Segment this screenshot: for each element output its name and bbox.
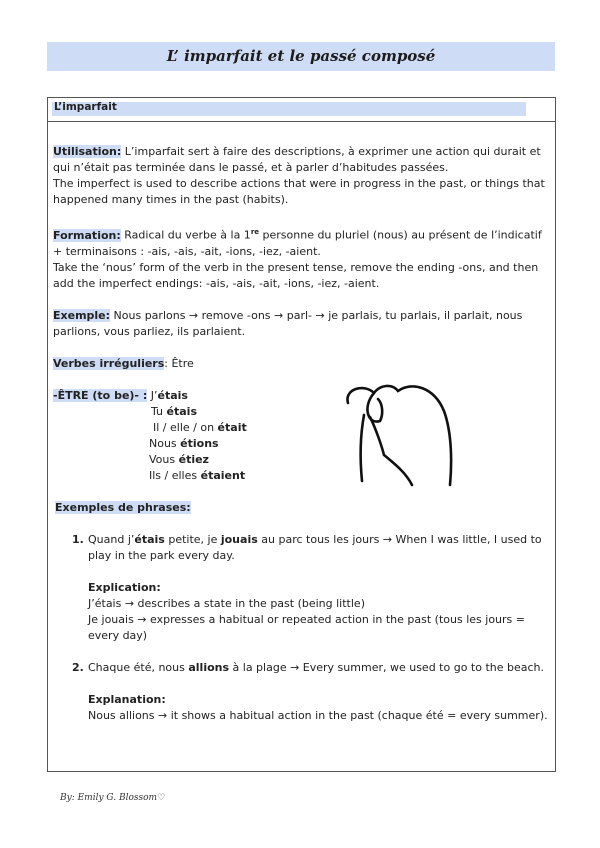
etre-conjugation: -ÊTRE (to be)- : J’étais Tu étais Il / elle / on était Nous étions Vous étiez Ils / elles étaient <box>53 388 247 482</box>
section-content <box>53 144 553 724</box>
example-text: Exemple: Nous parlons → remove -ons → parl- → je parlais, tu parlais, il parlait, nous parlions, vous parliez, ils parlaient. <box>53 308 523 338</box>
section-header-label: L’imparfait <box>54 101 117 113</box>
usage-label: Utilisation: <box>53 145 122 158</box>
conj-row: Vous étiez <box>149 452 209 466</box>
conj-row: Nous étions <box>149 436 219 450</box>
conj-row: Il / elle / on était <box>153 420 247 434</box>
formation-en: Take the ‘nous’ form of the verb in the present tense, remove the ending -ons, and then add the imperfect endings: -ais, -ais, -ait, -ions, -iez, -aient. <box>53 260 539 290</box>
irregular-label: Verbes irréguliers <box>53 356 165 370</box>
list-item: 2. Chaque été, nous allions à la plage → Every summer, we used to go to the beach. Explanation: Nous allions → it shows a habitual action in the past (chaque été = every summer). <box>53 660 553 724</box>
imparfait-section <box>47 97 556 772</box>
irregular-verbs: Verbes irréguliers: Être <box>53 356 194 370</box>
usage-fr: Utilisation: L’imparfait sert à faire des descriptions, à exprimer une action qui durait et qui n’était pas terminée dans le passé, et à parler d’habitudes passées. <box>53 145 541 174</box>
author-signature: By: Emily G. Blossom♡ <box>60 793 166 803</box>
etre-label: -ÊTRE (to be)- : <box>53 388 148 402</box>
explanation-title: Explanation: <box>88 692 166 706</box>
page-title: L’ imparfait et le passé composé <box>47 42 555 71</box>
explanation-title: Explication: <box>88 580 161 594</box>
formation-fr: Formation: Radical du verbe à la 1re personne du pluriel (nous) au présent de l’indicatif + terminaisons : -ais, -ais, -ait, -ions, -iez, -aient. <box>53 228 542 258</box>
blob-doodle-drawing <box>340 377 460 487</box>
formation-label: Formation: <box>53 228 121 242</box>
usage-en: The imperfect is used to describe actions that were in progress in the past, or things that happened many times in the past (habits). <box>53 177 545 206</box>
example-label: Exemple: <box>53 308 111 322</box>
conj-row: Ils / elles étaient <box>149 468 246 482</box>
section-header <box>48 98 555 122</box>
phrases-list <box>53 532 553 724</box>
conj-row: Tu étais <box>151 404 197 418</box>
list-item: 1. Quand j’étais petite, je jouais au parc tous les jours → When I was little, I used to play in the park every day. Explication: J’étais → describes a state in the past (being little) Je jouais → expresses a habitual or repeated action in the past (tous les jours = every day) <box>53 532 553 644</box>
phrases-label: Exemples de phrases: <box>55 500 191 514</box>
